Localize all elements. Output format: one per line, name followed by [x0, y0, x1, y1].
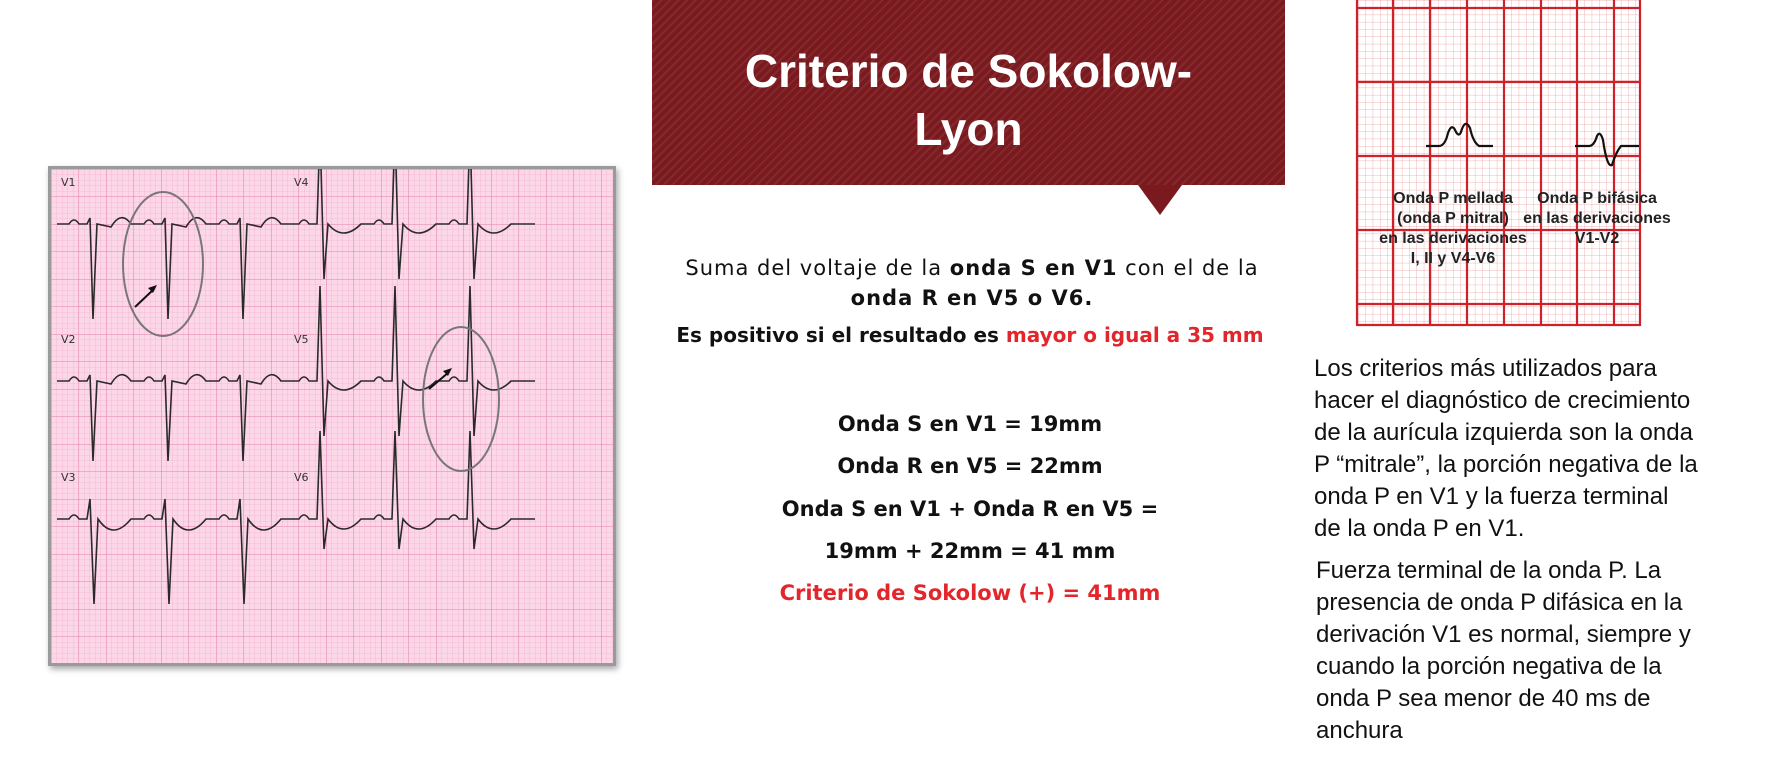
paragraph2-line: cuando la porción negativa de la [1316, 653, 1662, 680]
ecg-lead-label: V1 [61, 176, 76, 189]
calc-line-total: 19mm + 22mm = 41 mm [824, 539, 1116, 563]
caption-right-2: en las derivaciones [1523, 210, 1671, 227]
paragraph2-line: Fuerza terminal de la onda P. La [1316, 557, 1662, 584]
caption-left-2: (onda P mitral) [1397, 210, 1509, 227]
definition-text [668, 253, 1276, 313]
caption-left-4: I, II y V4-V6 [1410, 250, 1496, 267]
positive-threshold: mayor o igual a 35 mm [1005, 323, 1264, 347]
calc-line-sum: Onda S en V1 + Onda R en V5 = [781, 497, 1159, 521]
definition-part-2: con el de la [1117, 256, 1259, 280]
paragraph-terminal-force [1316, 555, 1756, 747]
ecg-lead-label: V3 [61, 471, 76, 484]
calc-result: Criterio de Sokolow (+) = 41mm [779, 581, 1161, 605]
caption-right-3: V1-V2 [1574, 230, 1620, 247]
paragraph1-line: de la aurícula izquierda son la onda [1314, 419, 1693, 446]
title-banner [652, 0, 1285, 185]
definition-bold-1: onda S en V1 [949, 256, 1118, 280]
caption-left-1: Onda P mellada [1393, 190, 1513, 207]
title-line-1: Criterio de Sokolow- [744, 45, 1193, 97]
paragraph1-line: P “mitrale”, la porción negativa de la [1314, 451, 1698, 478]
paragraph1-line: de la onda P en V1. [1314, 515, 1525, 542]
ecg-tracing [51, 169, 613, 663]
paragraph2-line: presencia de onda P difásica en la [1316, 589, 1683, 616]
ecg-image [48, 166, 616, 666]
paragraph-criteria [1314, 353, 1774, 545]
definition-part-1: Suma del voltaje de la [685, 256, 950, 280]
banner-pointer [1138, 185, 1182, 215]
paragraph2-line: derivación V1 es normal, siempre y [1316, 621, 1691, 648]
p-wave-figure [1307, 0, 1687, 330]
caption-left-3: en las derivaciones [1379, 230, 1527, 247]
paragraph1-line: Los criterios más utilizados para [1314, 355, 1657, 382]
paragraph2-line: anchura [1316, 717, 1403, 744]
ecg-lead-label: V6 [294, 471, 309, 484]
definition-bold-2: onda R en V5 o V6. [850, 286, 1094, 310]
calc-line-r-v5: Onda R en V5 = 22mm [837, 454, 1103, 478]
page-title [652, 42, 1285, 158]
calc-line-s-v1: Onda S en V1 = 19mm [837, 412, 1103, 436]
positive-text: Es positivo si el resultado es [676, 323, 1006, 347]
caption-right-1: Onda P bifásica [1537, 190, 1657, 207]
ecg-lead-label: V5 [294, 333, 309, 346]
paragraph2-line: onda P sea menor de 40 ms de [1316, 685, 1651, 712]
paragraph1-line: hacer el diagnóstico de crecimiento [1314, 387, 1691, 414]
positive-criterion [660, 323, 1280, 347]
title-line-2: Lyon [914, 103, 1023, 155]
ecg-lead-label: V2 [61, 333, 76, 346]
p-wave-grid [1307, 0, 1687, 330]
paragraph1-line: onda P en V1 y la fuerza terminal [1314, 483, 1669, 510]
ecg-lead-label: V4 [294, 176, 309, 189]
